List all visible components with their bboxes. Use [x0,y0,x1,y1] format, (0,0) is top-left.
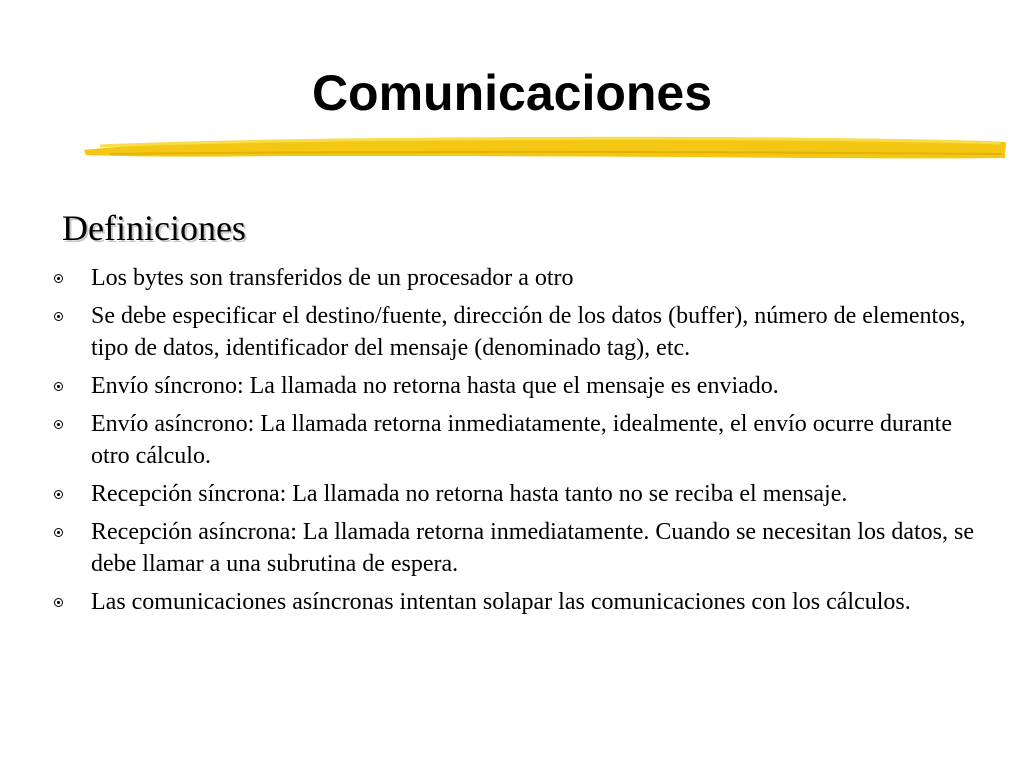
list-item [50,478,980,510]
section-subtitle: Definiciones [62,208,246,248]
slide-title: Comunicaciones [311,65,713,121]
bullet-text: Recepción asíncrona: La llamada retorna inmediatamente. Cuando se necesitan los datos, se debe llamar a una subrutina de espera. [91,519,975,577]
list-item [50,262,980,294]
bullet-text: Los bytes son transferidos de un procesador a otro [91,265,574,291]
list-item [50,300,980,364]
bullet-text: Se debe especificar el destino/fuente, dirección de los datos (buffer), número de elementos, tipo de datos, identificador del mensaje (denominado tag), etc. [91,303,966,361]
bullet-text: Recepción síncrona: La llamada no retorna hasta tanto no se reciba el mensaje. [91,481,848,507]
list-item [50,408,980,472]
bullet-text: Las comunicaciones asíncronas intentan solapar las comunicaciones con los cálculos. [91,589,911,615]
bullet-icon [54,598,63,607]
highlighter-stroke [80,128,1010,168]
bullet-text: Envío asíncrono: La llamada retorna inmediatamente, idealmente, el envío ocurre durante otro cálculo. [91,411,952,469]
bullet-icon [54,528,63,537]
list-item [50,370,980,402]
list-item [50,516,980,580]
bullet-icon [54,312,63,321]
list-item [50,586,980,618]
bullet-list [50,262,980,624]
bullet-text: Envío síncrono: La llamada no retorna hasta que el mensaje es enviado. [91,373,779,399]
bullet-icon [54,420,63,429]
bullet-icon [54,382,63,391]
bullet-icon [54,490,63,499]
bullet-icon [54,274,63,283]
